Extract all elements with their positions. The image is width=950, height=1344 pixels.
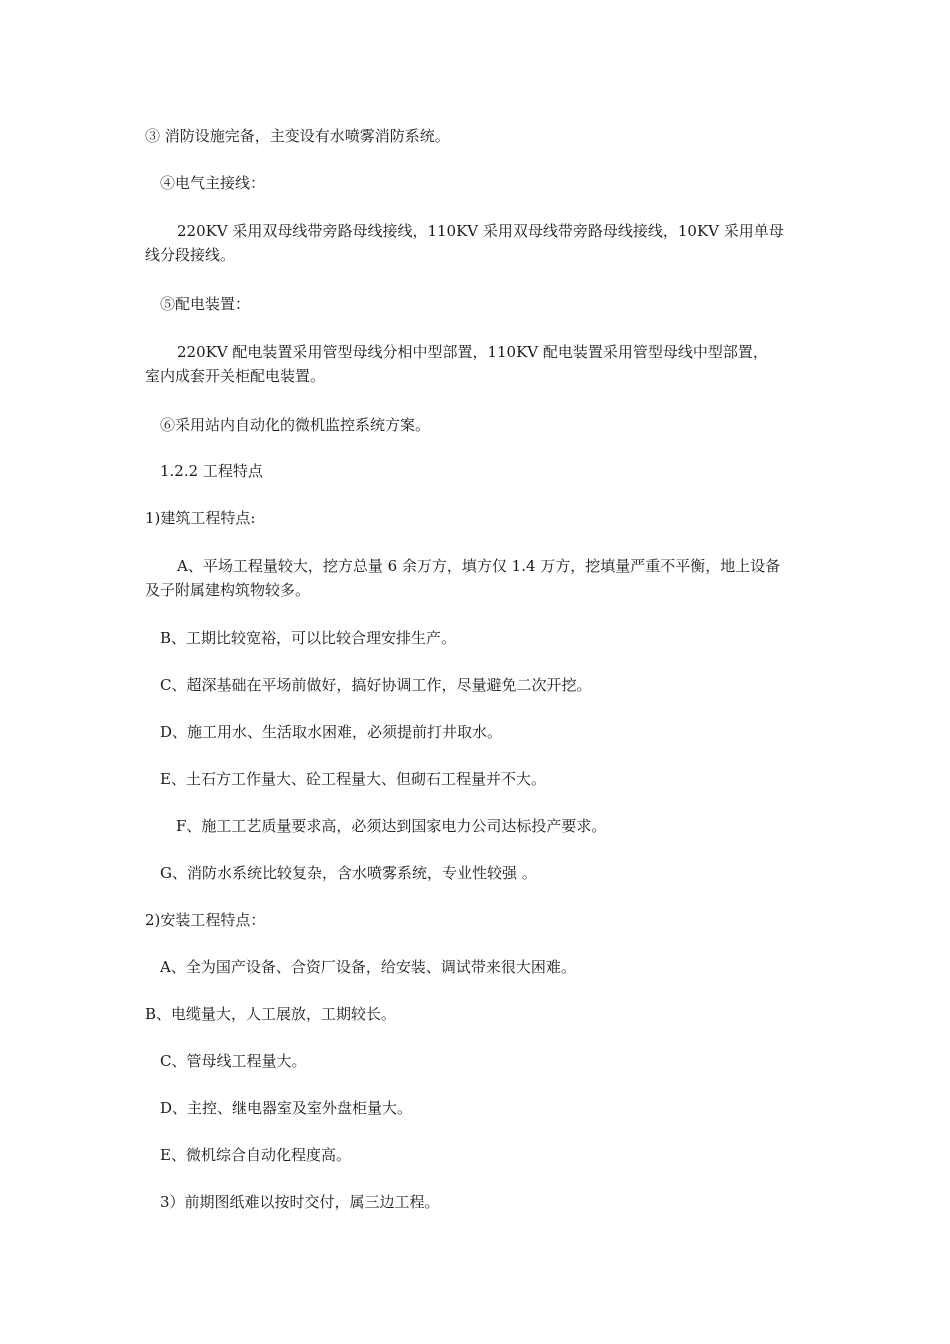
paragraph-line: 线分段接线。	[145, 246, 236, 264]
paragraph-main-wiring	[145, 219, 784, 267]
paragraph-item-d: D、施工用水、生活取水困难，必须提前打井取水。	[160, 723, 503, 741]
subsection-heading: 2)安装工程特点：	[145, 911, 266, 929]
paragraph-item-b: B、工期比较宽裕，可以比较合理安排生产。	[160, 629, 457, 647]
paragraph-drawings: 3）前期图纸难以按时交付，属三边工程。	[160, 1193, 440, 1211]
paragraph-monitoring: ⑥采用站内自动化的微机监控系统方案。	[160, 416, 431, 434]
subsection-heading: 1)建筑工程特点:	[145, 509, 256, 527]
paragraph-line: A、平场工程量较大，挖方总量 6 余万方，填方仅 1.4 万方，挖填量严重不平衡，地上设备	[177, 557, 781, 575]
paragraph-item-e: E、土石方工作量大、砼工程量大、但砌石工程量并不大。	[160, 770, 546, 788]
section-heading: 1.2.2 工程特点	[160, 462, 263, 480]
heading-distribution: ⑤配电装置：	[160, 295, 251, 313]
paragraph-line: 220KV 配电装置采用管型母线分相中型部置，110KV 配电装置采用管型母线中型部置，	[177, 343, 768, 361]
paragraph-install-c: C、管母线工程量大。	[160, 1052, 307, 1070]
paragraph-install-d: D、主控、继电器室及室外盘柜量大。	[160, 1099, 413, 1117]
paragraph-item-f: F、施工工艺质量要求高，必须达到国家电力公司达标投产要求。	[176, 817, 607, 835]
paragraph-fire-facilities: ③ 消防设施完备，主变设有水喷雾消防系统。	[145, 127, 450, 145]
paragraph-install-a: A、全为国产设备、合资厂设备，给安装、调试带来很大困难。	[160, 958, 576, 976]
paragraph-line: 室内成套开关柜配电装置。	[145, 367, 326, 385]
paragraph-install-e: E、微机综合自动化程度高。	[160, 1146, 351, 1164]
paragraph-item-a	[145, 554, 780, 602]
heading-main-wiring: ④电气主接线：	[160, 174, 266, 192]
paragraph-line: 及子附属建构筑物较多。	[145, 581, 311, 599]
paragraph-line: 220KV 采用双母线带旁路母线接线，110KV 采用双母线带旁路母线接线，10KV 采用单母	[177, 222, 784, 240]
paragraph-distribution	[145, 340, 768, 388]
paragraph-install-b: B、电缆量大，人工展放，工期较长。	[145, 1005, 397, 1023]
paragraph-item-g: G、消防水系统比较复杂，含水喷雾系统，专业性较强 。	[160, 864, 537, 882]
paragraph-item-c: C、超深基础在平场前做好，搞好协调工作，尽量避免二次开挖。	[160, 676, 592, 694]
